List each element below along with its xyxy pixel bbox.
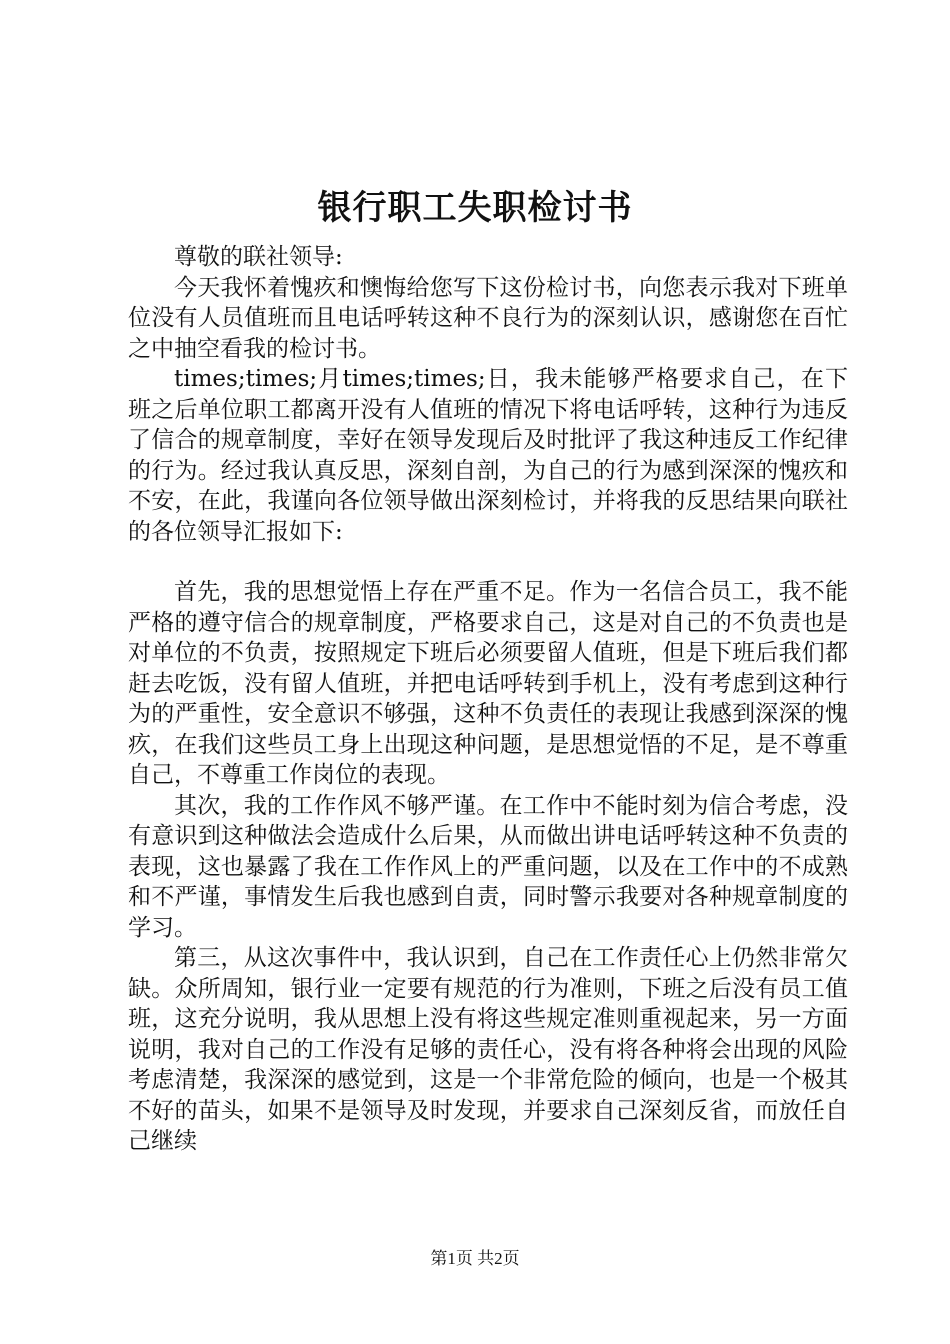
document-body xyxy=(128,242,848,1157)
document-title: 银行职工失职检讨书 xyxy=(317,188,633,228)
salutation: 尊敬的联社领导: xyxy=(174,244,343,270)
paragraph-first-point: 首先，我的思想觉悟上存在严重不足。作为一名信合员工，我不能严格的遵守信合的规章制度，严格要求自己，这是对自己的不负责也是对单位的不负责，按照规定下班后必须要留人值班，但是下班后我们都赶去吃饭，没有留人值班，并把电话呼转到手机上，没有考虑到这种行为的严重性，安全意识不够强，这种不负责任的表现让我感到深深的愧疚，在我们这些员工身上出现这种问题，是思想觉悟的不足，是不尊重自己，不尊重工作岗位的表现。 xyxy=(128,579,848,788)
paragraph-second-point: 其次，我的工作作风不够严谨。在工作中不能时刻为信合考虑，没有意识到这种做法会造成什么后果，从而做出讲电话呼转这种不负责的表现，这也暴露了我在工作作风上的严重问题，以及在工作中的不成熟和不严谨，事情发生后我也感到自责，同时警示我要对各种规章制度的学习。 xyxy=(128,792,848,941)
page-number: 第1页 共2页 xyxy=(430,1249,520,1268)
paragraph-intro: 今天我怀着愧疚和懊悔给您写下这份检讨书，向您表示我对下班单位没有人员值班而且电话呼转这种不良行为的深刻认识，感谢您在百忙之中抽空看我的检讨书。 xyxy=(128,274,848,362)
paragraph-incident: times;times;月times;times;日，我未能够严格要求自己，在下班之后单位职工都离开没有人值班的情况下将电话呼转，这种行为违反了信合的规章制度，幸好在领导发现后及时批评了我这种违反工作纪律的行为。经过我认真反思，深刻自剖，为自己的行为感到深深的愧疚和不安，在此，我谨向各位领导做出深刻检讨，并将我的反思结果向联社的各位领导汇报如下: xyxy=(128,366,848,545)
paragraph-third-point: 第三，从这次事件中，我认识到，自己在工作责任心上仍然非常欠缺。众所周知，银行业一定要有规范的行为准则，下班之后没有员工值班，这充分说明，我从思想上没有将这些规定准则重视起来，另一方面说明，我对自己的工作没有足够的责任心，没有将各种将会出现的风险考虑清楚，我深深的感觉到，这是一个非常危险的倾向，也是一个极其不好的苗头，如果不是领导及时发现，并要求自己深刻反省，而放任自己继续 xyxy=(128,945,848,1154)
